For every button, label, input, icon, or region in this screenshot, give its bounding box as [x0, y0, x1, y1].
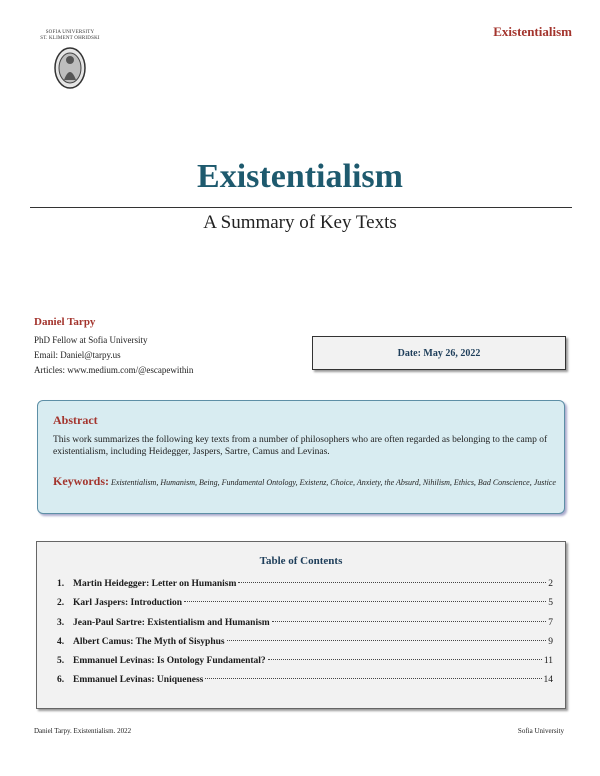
toc-item-number: 4. [57, 636, 65, 647]
toc-item-number: 1. [57, 579, 65, 589]
toc-item[interactable] [57, 618, 553, 637]
toc-item[interactable] [57, 637, 553, 656]
university-seal-icon [53, 46, 87, 90]
date-box: Date: May 26, 2022 [312, 336, 566, 370]
author-name: Daniel Tarpy [34, 316, 96, 328]
author-affiliation: PhD Fellow at Sofia University [34, 335, 148, 345]
abstract-heading: Abstract [53, 413, 98, 427]
title-divider [30, 207, 572, 208]
document-subtitle: A Summary of Key Texts [203, 212, 397, 233]
table-of-contents [36, 541, 566, 709]
toc-item-page[interactable]: 7 [548, 617, 553, 628]
logo-text-line2: ST. KLIMENT OHRIDSKI [40, 36, 100, 41]
toc-item-label[interactable]: Emmanuel Levinas: Uniqueness [73, 675, 204, 686]
toc-item-label[interactable]: Emmanuel Levinas: Is Ontology Fundamental? [73, 656, 266, 667]
author-email: Email: Daniel@tarpy.us [34, 350, 121, 360]
toc-leader-dots [272, 621, 547, 622]
toc-item-page[interactable]: 14 [543, 675, 553, 686]
toc-item-number: 2. [57, 598, 65, 609]
university-logo [34, 30, 106, 95]
toc-item-page[interactable]: 5 [548, 598, 553, 609]
abstract-body: This work summarizes the following key texts from a number of philosophers who are often regarded as belonging to the camp of existentialism, including Heidegger, Jaspers, Sartre, Camus and Levinas. [53, 435, 548, 457]
toc-item-page[interactable]: 9 [548, 636, 553, 647]
keywords [53, 475, 563, 489]
toc-item-page[interactable]: 2 [548, 579, 553, 589]
toc-item[interactable] [57, 675, 553, 694]
toc-heading: Table of Contents [259, 555, 343, 567]
author-articles: Articles: www.medium.com/@escapewithin [34, 365, 194, 375]
document-title: Existentialism [197, 158, 403, 195]
toc-list [57, 579, 553, 695]
toc-item-label[interactable]: Martin Heidegger: Letter on Humanism [73, 579, 237, 589]
toc-leader-dots [205, 678, 541, 679]
running-header-title: Existentialism [493, 24, 572, 39]
abstract-box [37, 400, 565, 514]
toc-item-number: 5. [57, 656, 65, 667]
toc-item-label[interactable]: Jean-Paul Sartre: Existentialism and Humanism [73, 617, 270, 628]
keywords-list: Existentialism, Humanism, Being, Fundamental Ontology, Existenz, Choice, Anxiety, the Absurd, Nihilism, Ethics, Bad Conscience, Justice [111, 478, 556, 487]
keywords-label: Keywords: [53, 474, 109, 488]
toc-leader-dots [184, 601, 546, 602]
toc-leader-dots [268, 659, 542, 660]
logo-text-line1: SOFIA UNIVERSITY [45, 30, 95, 35]
footer-institution: Sofia University [517, 727, 564, 735]
toc-item-label[interactable]: Albert Camus: The Myth of Sisyphus [73, 636, 225, 647]
toc-item-number: 3. [57, 617, 65, 628]
toc-item[interactable] [57, 579, 553, 598]
toc-item[interactable] [57, 656, 553, 675]
toc-item-number: 6. [57, 675, 65, 686]
toc-leader-dots [227, 640, 547, 641]
toc-leader-dots [238, 582, 546, 583]
author-block [34, 316, 193, 378]
toc-item-label[interactable]: Karl Jaspers: Introduction [73, 598, 183, 609]
toc-item-page[interactable]: 11 [543, 656, 553, 667]
footer-citation: Daniel Tarpy. Existentialism. 2022 [34, 727, 132, 735]
toc-item[interactable] [57, 598, 553, 617]
